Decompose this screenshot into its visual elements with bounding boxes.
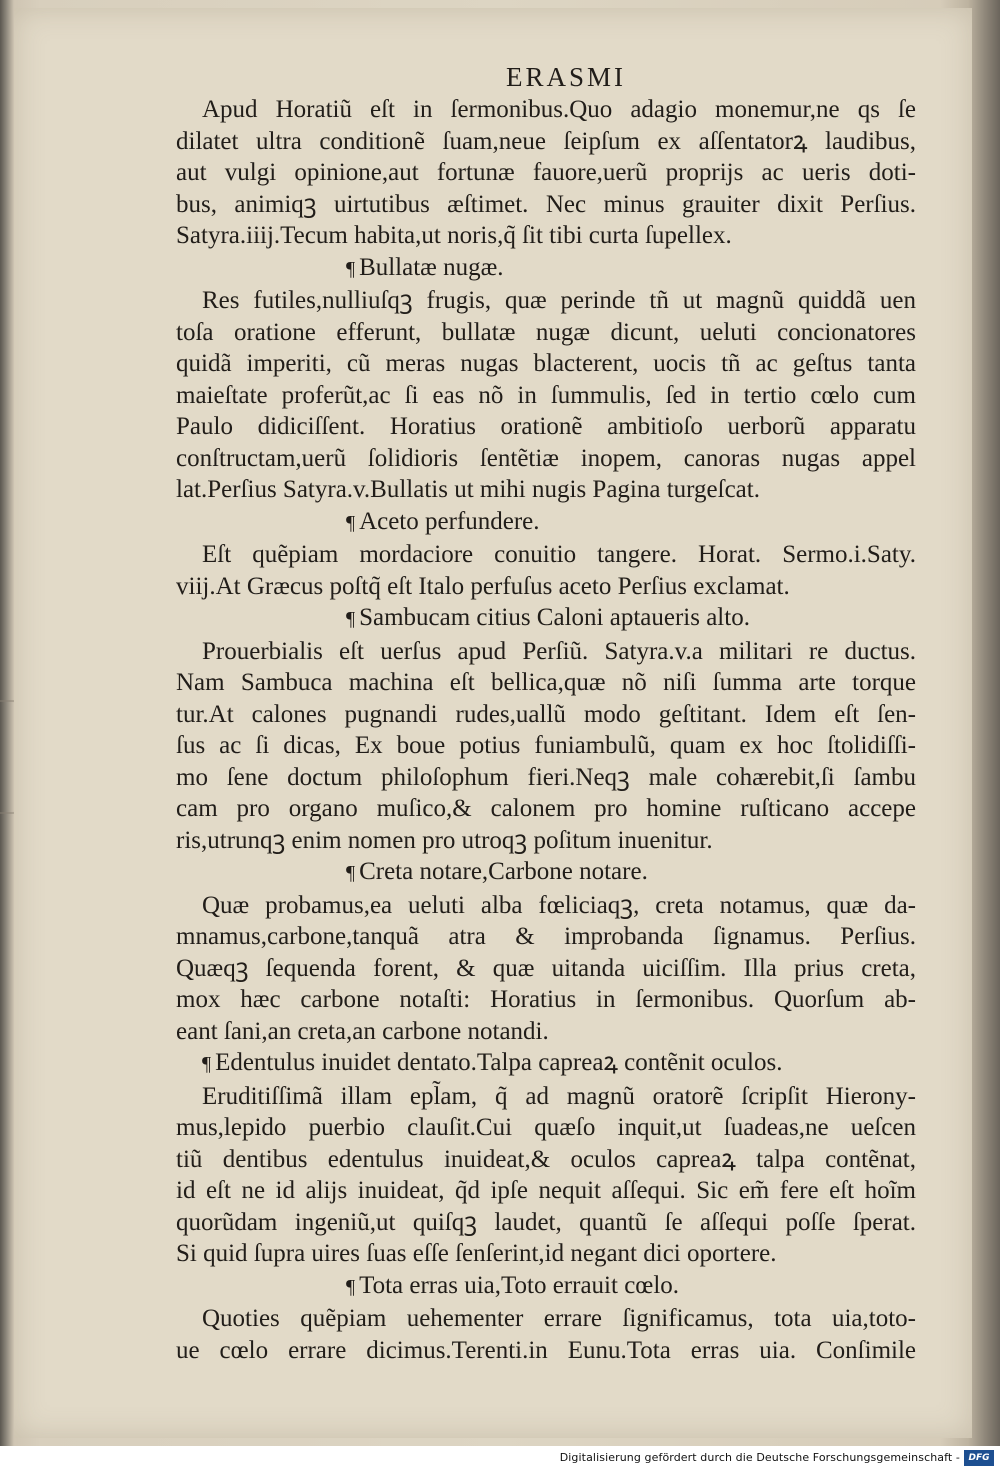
section-heading-text: Sambucam citius Caloni aptaueris alto. — [359, 604, 750, 631]
text-line: Si quid ſupra uires ſuas eſſe ſenſerint,id negant dici oportere. — [176, 1240, 777, 1267]
running-header: ERASMI — [505, 62, 626, 92]
text-line: eant ſani,an creta,an carbone notandi. — [176, 1017, 549, 1045]
pilcrow-icon: ¶ — [346, 257, 356, 280]
text-line: Res futiles,nulliuſqꝫ frugis, quæ perinde tñ ut magnũ quiddã uen — [202, 287, 916, 314]
digitization-footer — [0, 1446, 1000, 1472]
text-line: Eruditiſſimã illam epl̃am, q̃ ad magnũ oratorẽ ſcripſit Hierony- — [202, 1082, 916, 1110]
text-line: viij.At Græcus poſtq̃ eſt Italo perfuſus aceto Perſius exclamat. — [176, 572, 790, 600]
dfg-logo: DFG — [964, 1450, 994, 1466]
text-line: ue cœlo errare dicimus.Terenti.in Eunu.Tota erras uia. Conſimile — [176, 1336, 916, 1364]
section-heading-text: Edentulus inuidet dentato.Talpa capreaꝝ contẽnit oculos. — [215, 1049, 783, 1076]
section-heading-text: Tota erras uia,Toto errauit cœlo. — [359, 1271, 680, 1299]
text-line: quorũdam ingeniũ,ut quiſqꝫ laudet, quantũ ſe aſſequi poſſe ſperat. — [176, 1208, 916, 1236]
section-heading — [176, 1047, 916, 1081]
text-line: Eſt quẽpiam mordaciore conuitio tangere. Horat. Sermo.i.Saty. — [202, 541, 916, 568]
text-line: Quæqꝫ ſequenda forent, & quæ uitanda uiciſſim. Illa prius creta, — [176, 954, 916, 982]
text-line: Nam Sambuca machina eſt bellica,quæ nõ niſi ſumma arte torque — [176, 669, 916, 696]
text-line: quidã imperiti, cũ meras nugas blacterent, uocis tñ ac geſtus tanta — [176, 350, 916, 377]
section-heading — [176, 1270, 916, 1304]
text-line: Quæ probamus,ea ueluti alba fœliciaqꝫ, creta notamus, quæ da- — [202, 891, 916, 919]
pilcrow-icon: ¶ — [202, 1053, 212, 1075]
text-line: Satyra.iiij.Tecum habita,ut noris,q̃ ſit tibi curta ſupellex. — [176, 222, 732, 249]
text-line: lat.Perſius Satyra.v.Bullatis ut mihi nugis Pagina turgeſcat. — [176, 476, 760, 503]
text-line: Apud Horatiũ eſt in ſermonibus.Quo adagio monemur,ne qs ſe — [202, 96, 916, 123]
text-line: aut vulgi opinione,aut fortunæ fauore,uerũ proprijs ac ueris doti- — [176, 159, 916, 186]
pilcrow-icon: ¶ — [346, 511, 356, 534]
pilcrow-icon: ¶ — [346, 862, 356, 884]
section-heading — [176, 506, 916, 540]
text-line: maieſtate proferũt,ac ſi eas nõ in ſummulis, ſed in tertio cœlo cum — [176, 381, 916, 409]
text-line: cam pro organo muſico,& calonem pro homine ruſticano accepe — [176, 795, 916, 822]
text-line: mo ſene doctum philoſophum fieri.Neqꝫ male cohærebit,ſi ſambu — [176, 763, 916, 791]
section-heading — [176, 856, 916, 890]
text-line: mnamus,carbone,tanquã atra & improbanda ſignamus. Perſius. — [176, 923, 916, 950]
text-line: conſtructam,uerũ ſolidioris ſentẽtiæ inopem, canoras nugas appel — [176, 444, 916, 472]
section-heading-text: Bullatæ nugæ. — [359, 253, 504, 281]
text-line: id eſt ne id alijs inuideat, q̃d ipſe nequit aſſequi. Sic em̃ fere eſt hoĩm — [176, 1177, 916, 1204]
text-line: Quoties quẽpiam uehementer errare ſignificamus, tota uia,toto- — [202, 1305, 916, 1332]
pilcrow-icon: ¶ — [346, 1275, 356, 1298]
text-line: ſus ac ſi dicas, Ex boue potius funiambulũ, quam ex hoc ſtolidiſſi- — [176, 732, 916, 759]
text-line: bus, animiqꝫ uirtutibus æſtimet. Nec minus grauiter dixit Perſius. — [176, 190, 916, 218]
text-line: ris,utrunqꝫ enim nomen pro utroqꝫ poſitum inuenitur. — [176, 826, 713, 854]
footer-credit: Digitalisierung gefördert durch die Deutsche Forschungsgemeinschaft - — [559, 1451, 960, 1464]
section-heading — [176, 602, 916, 636]
text-line: Paulo didiciſſent. Horatius orationẽ ambitioſo uerborũ apparatu — [176, 413, 916, 440]
section-heading — [176, 252, 916, 286]
text-line: mus,lepido puerbio clauſit.Cui quæſo inquit,ut ſuadeas,ne ueſcen — [176, 1114, 916, 1141]
text-line: tur.At calones pugnandi rudes,uallũ modo geſtitant. Idem eſt ſen- — [176, 700, 916, 728]
text-line: mox hæc carbone notaſti: Horatius in ſermonibus. Quorſum ab- — [176, 986, 916, 1013]
text-line: tiũ dentibus edentulus inuideat,& oculos capreaꝝ talpa contẽnat, — [176, 1145, 916, 1173]
text-line: dilatet ultra conditionẽ ſuam,neue ſeipſum ex aſſentatorꝝ laudibus, — [176, 127, 916, 155]
section-heading-text: Aceto perfundere. — [359, 507, 540, 535]
text-line: toſa oratione efferunt, bullatæ nugæ dicunt, ueluti concionatores — [176, 318, 916, 346]
section-heading-text: Creta notare,Carbone notare. — [359, 858, 648, 885]
text-block — [176, 60, 916, 1366]
text-line: Prouerbialis eſt uerſus apud Perſiũ. Satyra.v.a militari re ductus. — [202, 637, 916, 665]
body-lines — [176, 94, 916, 1366]
pilcrow-icon: ¶ — [346, 608, 356, 630]
